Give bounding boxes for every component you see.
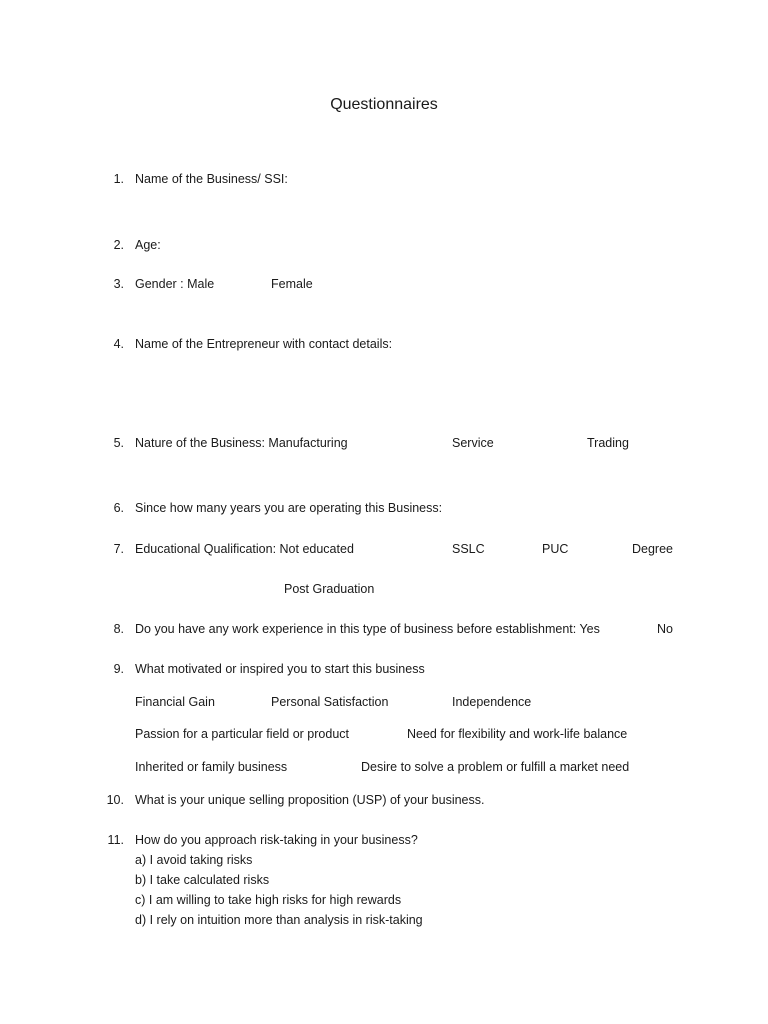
- q9-option-flexibility: Need for flexibility and work-life balance: [407, 727, 628, 741]
- q9-option-financial-gain: Financial Gain: [135, 695, 215, 709]
- q3-text: Gender : Male: [135, 277, 215, 291]
- q10-text: What is your unique selling proposition (USP) of your business.: [135, 793, 485, 807]
- q11-option-b: b) I take calculated risks: [135, 873, 270, 887]
- q7-option-puc: PUC: [542, 542, 569, 556]
- q6-text: Since how many years you are operating this Business:: [135, 501, 443, 515]
- q4-number: 4.: [113, 337, 124, 351]
- q1-number: 1.: [113, 172, 124, 186]
- q2-text: Age:: [135, 238, 161, 252]
- q5-option-service: Service: [452, 436, 494, 450]
- q1-text: Name of the Business/ SSI:: [135, 172, 288, 186]
- q7-option-degree: Degree: [632, 542, 673, 556]
- q8-text: Do you have any work experience in this type of business before establishment: Yes: [135, 622, 600, 636]
- q5-number: 5.: [113, 436, 124, 450]
- q7-number: 7.: [113, 542, 124, 556]
- q10-number: 10.: [106, 793, 124, 807]
- q2-number: 2.: [113, 238, 124, 252]
- q7-option-sslc: SSLC: [452, 542, 485, 556]
- q9-option-independence: Independence: [452, 695, 532, 709]
- q11-number: 11.: [107, 833, 124, 847]
- q9-text: What motivated or inspired you to start this business: [135, 662, 425, 676]
- q5-option-trading: Trading: [587, 436, 629, 450]
- q7-text: Educational Qualification: Not educated: [135, 542, 354, 556]
- q8-option-no: No: [657, 622, 673, 636]
- q9-option-solve-problem: Desire to solve a problem or fulfill a market need: [361, 760, 630, 774]
- q3-number: 3.: [113, 277, 124, 291]
- q5-text: Nature of the Business: Manufacturing: [135, 436, 348, 450]
- q11-option-a: a) I avoid taking risks: [135, 853, 253, 867]
- q3-option-female: Female: [271, 277, 313, 291]
- q11-option-c: c) I am willing to take high risks for high rewards: [135, 893, 402, 907]
- q8-number: 8.: [113, 622, 124, 636]
- q7-option-post-graduation: Post Graduation: [284, 582, 375, 596]
- q4-text: Name of the Entrepreneur with contact details:: [135, 337, 393, 351]
- q9-option-passion: Passion for a particular field or product: [135, 727, 349, 741]
- q9-option-personal-satisfaction: Personal Satisfaction: [271, 695, 389, 709]
- q9-number: 9.: [113, 662, 124, 676]
- q11-text: How do you approach risk-taking in your business?: [135, 833, 418, 847]
- q6-number: 6.: [113, 501, 124, 515]
- q9-option-inherited: Inherited or family business: [135, 760, 288, 774]
- page-title: Questionnaires: [330, 96, 438, 113]
- q11-option-d: d) I rely on intuition more than analysis in risk-taking: [135, 913, 423, 927]
